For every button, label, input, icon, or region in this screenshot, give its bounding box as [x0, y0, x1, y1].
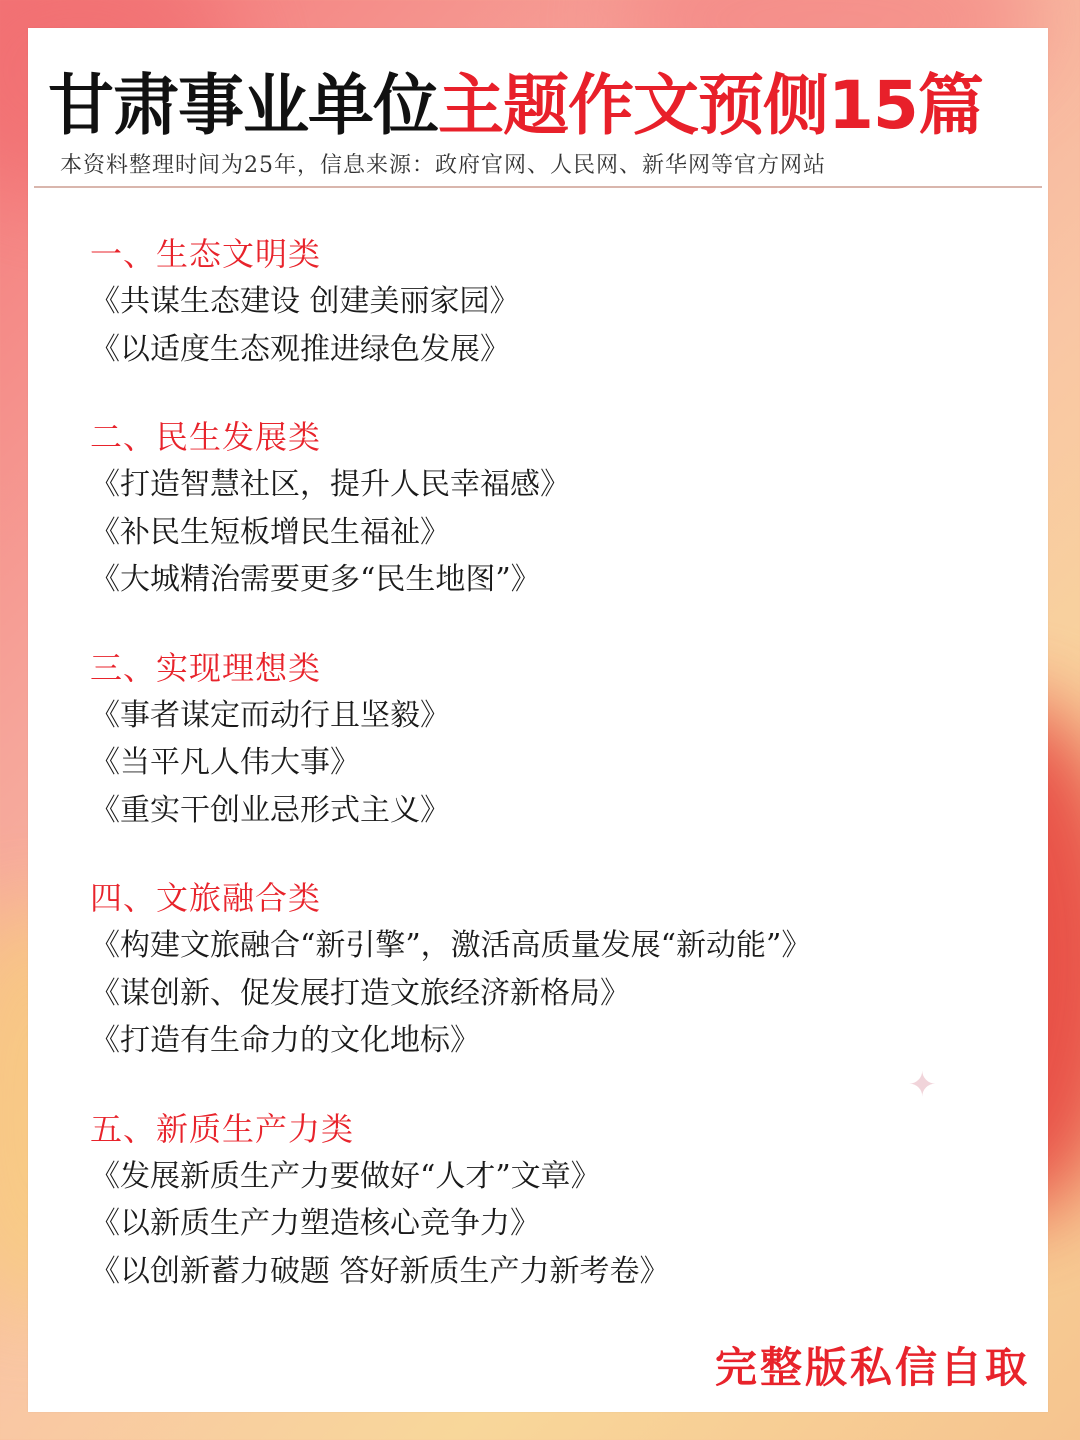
essay-item: 《大城精治需要更多“民生地图”》: [90, 562, 541, 597]
content-card: [28, 28, 1048, 1412]
section-title: 二、民生发展类: [90, 418, 322, 456]
page-title-red: 主题作文预侧15篇: [438, 67, 983, 144]
page-title-black: 甘肃事业单位: [48, 67, 438, 144]
section-culture-tourism: [90, 874, 990, 1065]
section-title: 四、文旅融合类: [90, 879, 322, 917]
essay-item: 《构建文旅融合“新引擎”，激活高质量发展“新动能”》: [90, 928, 812, 963]
header-divider: [34, 186, 1042, 188]
essay-list: [90, 692, 990, 835]
essay-item: 《发展新质生产力要做好“人才”文章》: [90, 1158, 601, 1194]
section-title: 三、实现理想类: [90, 648, 322, 687]
essay-sections: [90, 230, 990, 1335]
header: [28, 28, 1048, 192]
sparkle-icon: ✦: [908, 1065, 937, 1105]
footer-cta: 完整版私信自取: [714, 1343, 1030, 1392]
essay-item: 《以创新蓄力破题 答好新质生产力新考卷》: [90, 1253, 670, 1289]
essay-list: [90, 1153, 990, 1296]
essay-item: 《打造有生命力的文化地标》: [90, 1023, 480, 1058]
essay-list: [90, 922, 990, 1065]
section-title: 五、新质生产力类: [90, 1109, 355, 1148]
essay-item: 《共谋生态建设 创建美丽家园》: [90, 284, 520, 319]
source-note: 本资料整理时间为25年，信息来源：政府官网、人民网、新华网等官方网站: [60, 153, 826, 178]
section-livelihood: [90, 413, 990, 604]
section-title: 一、生态文明类: [90, 235, 322, 273]
essay-item: 《以适度生态观推进绿色发展》: [90, 331, 510, 367]
essay-list: [90, 461, 990, 604]
section-productivity: [90, 1105, 990, 1296]
section-ideals: [90, 644, 990, 835]
essay-item: 《事者谋定而动行且坚毅》: [90, 697, 450, 733]
essay-item: 《当平凡人伟大事》: [90, 745, 360, 780]
essay-item: 《补民生短板增民生福祉》: [90, 514, 450, 550]
essay-list: [90, 278, 990, 373]
essay-item: 《重实干创业忌形式主义》: [90, 792, 450, 828]
essay-item: 《谋创新、促发展打造文旅经济新格局》: [90, 975, 630, 1011]
section-ecology: [90, 230, 990, 373]
essay-item: 《以新质生产力塑造核心竞争力》: [90, 1206, 540, 1241]
essay-item: 《打造智慧社区，提升人民幸福感》: [90, 467, 570, 502]
